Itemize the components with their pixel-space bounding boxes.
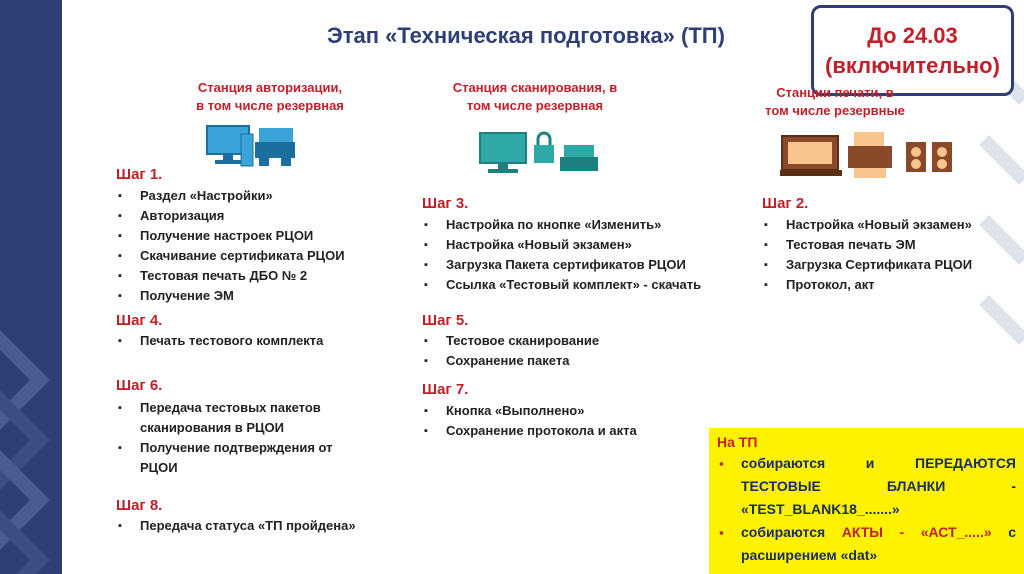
list-item: ▪ Получение настроек РЦОИ <box>116 226 406 246</box>
list-item: ▪ Настройка «Новый экзамен» <box>762 215 1012 235</box>
note-title: На ТП <box>717 434 758 450</box>
list-item: ▪ Сохранение пакета <box>422 351 712 371</box>
list-item: ▪ Получение подтверждения от РЦОИ <box>116 438 361 478</box>
step-1-title: Шаг 1. <box>116 166 163 183</box>
print-station-icon <box>780 128 960 183</box>
step-3-title: Шаг 3. <box>422 195 469 212</box>
list-item: ▪ Загрузка Пакета сертификатов РЦОИ <box>422 255 722 275</box>
step-5-list <box>422 331 712 371</box>
step-4-title: Шаг 4. <box>116 312 163 329</box>
station-print-label: Станции печати, в том числе резервные <box>765 85 905 118</box>
list-item: ▪ Загрузка Сертификата РЦОИ <box>762 255 1012 275</box>
list-item: ▪ Сохранение протокола и акта <box>422 421 712 441</box>
list-item: ▪ Передача статуса «ТП пройдена» <box>116 516 406 536</box>
list-item: ▪ Настройка по кнопке «Изменить» <box>422 215 722 235</box>
station-auth-label: Станция авторизации, в том числе резервная <box>196 80 344 113</box>
scan-station-icon <box>478 127 598 175</box>
list-item: ▪ Авторизация <box>116 206 406 226</box>
list-item: ▪ Кнопка «Выполнено» <box>422 401 712 421</box>
step-4-list <box>116 331 406 351</box>
step-6-list <box>116 398 361 478</box>
station-scan-label: Станция сканирования, в том числе резервная <box>452 80 618 113</box>
note-list <box>717 452 1016 567</box>
step-1-list <box>116 186 406 306</box>
page-title: Этап «Техническая подготовка» (ТП) <box>327 23 725 48</box>
tp-note-box <box>709 428 1024 574</box>
step-3-list <box>422 215 722 295</box>
list-item: ▪ Тестовое сканирование <box>422 331 712 351</box>
chevron-pattern-decor <box>0 0 62 574</box>
left-decor-bar <box>0 0 62 574</box>
step-8-list <box>116 516 406 536</box>
step-2-list <box>762 215 1012 295</box>
list-item: ▪ собираются и ПЕРЕДАЮТСЯ ТЕСТОВЫЕ БЛАНКИ - «TEST_BLANK18_.......» <box>717 452 1016 521</box>
step-7-title: Шаг 7. <box>422 381 469 398</box>
list-item: ▪ Получение ЭМ <box>116 286 406 306</box>
step-5-title: Шаг 5. <box>422 312 469 329</box>
list-item: ▪ Тестовая печать ДБО № 2 <box>116 266 406 286</box>
list-item: ▪ Тестовая печать ЭМ <box>762 235 1012 255</box>
deadline-box <box>811 5 1014 96</box>
list-item: ▪ Передача тестовых пакетов сканирования в РЦОИ <box>116 398 361 438</box>
list-item: ▪ Скачивание сертификата РЦОИ <box>116 246 406 266</box>
step-6-title: Шаг 6. <box>116 377 163 394</box>
list-item: ▪ Печать тестового комплекта <box>116 331 406 351</box>
list-item: ▪ собираются АКТЫ - «АСТ_.....» с расширением «dat» <box>717 521 1016 567</box>
list-item: ▪ Настройка «Новый экзамен» <box>422 235 722 255</box>
list-item: ▪ Раздел «Настройки» <box>116 186 406 206</box>
list-item: ▪ Протокол, акт <box>762 275 1012 295</box>
step-8-title: Шаг 8. <box>116 497 163 514</box>
deadline-note: (включительно) <box>825 52 1000 78</box>
step-2-title: Шаг 2. <box>762 195 809 212</box>
step-7-list <box>422 401 712 441</box>
list-item: ▪ Ссылка «Тестовый комплект» - скачать <box>422 275 722 295</box>
auth-station-icon <box>205 120 300 170</box>
deadline-date: До 24.03 <box>867 22 958 48</box>
